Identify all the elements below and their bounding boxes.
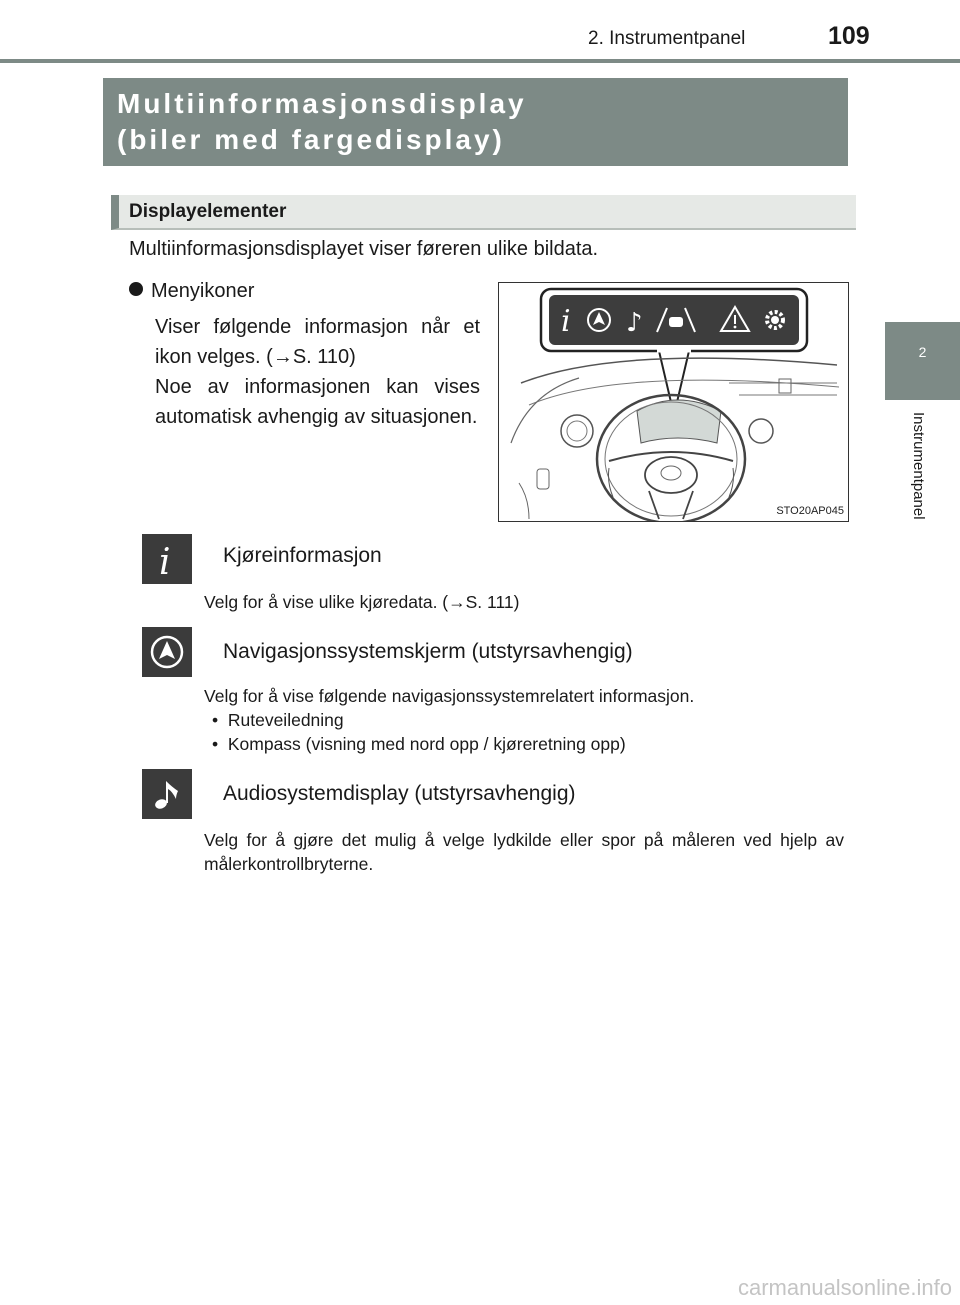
- subitem-route-guidance-text: Ruteveiledning: [227, 710, 344, 730]
- info-icon: [142, 534, 192, 584]
- item-title-audio: Audiosystemdisplay (utstyrsavhengig): [223, 782, 576, 805]
- subitem-route-guidance: • Ruteveiledning: [212, 710, 344, 730]
- item-desc-audio: Velg for å gjøre det mulig å velge lydkilde eller spor på måleren ved hjelp av målerkontrollbryterne.: [204, 830, 844, 874]
- side-tab: [885, 322, 960, 400]
- subitem-compass: • Kompass (visning med nord opp / kjøreretning opp): [212, 734, 626, 754]
- music-note-icon: [142, 769, 192, 819]
- subitem-compass-text: Kompass (visning med nord opp / kjøreretning opp): [227, 734, 626, 754]
- item-desc-driving-info: Velg for å vise ulike kjøredata. (→S. 111): [204, 592, 520, 612]
- dashboard-figure: [498, 282, 849, 522]
- info-icon-box: [142, 534, 192, 584]
- title-line-2: (biler med fargedisplay): [117, 124, 505, 155]
- page-number: 109: [828, 22, 870, 50]
- item-title-driving-info: Kjøreinformasjon: [223, 544, 382, 567]
- intro-text: Multiinformasjonsdisplayet viser føreren ulike bildata.: [129, 238, 599, 260]
- music-note-icon-box: [142, 769, 192, 819]
- bullet-text-2: Noe av informasjonen kan vises automatisk avhengig av situasjonen.: [155, 376, 480, 428]
- navigation-icon: [142, 627, 192, 677]
- svg-text:i: i: [159, 542, 171, 583]
- header-section-title: 2. Instrumentpanel: [588, 28, 746, 49]
- navigation-icon-box: [142, 627, 192, 677]
- bullet-description: [155, 312, 480, 432]
- svg-text:i: i: [561, 304, 571, 339]
- title-banner: [103, 78, 848, 166]
- figure-code: STO20AP045: [776, 505, 844, 517]
- item-desc-navigation: Velg for å vise følgende navigasjonssystemrelatert informasjon.: [204, 686, 695, 706]
- item-title-navigation: Navigasjonssystemskjerm (utstyrsavhengig): [223, 640, 633, 663]
- side-tab-number: 2: [918, 344, 927, 360]
- subheading-text: Displayelementer: [129, 201, 287, 222]
- header-rule: [0, 59, 960, 63]
- subheading-bar: [111, 195, 856, 230]
- svg-text:♪: ♪: [626, 308, 643, 338]
- title-line-1: Multiinformasjonsdisplay: [117, 88, 527, 119]
- bullet-dot: [129, 282, 143, 296]
- side-tab-label: Instrumentpanel: [910, 412, 927, 520]
- dashboard-illustration: [499, 283, 848, 521]
- bullet-label: Menyikoner: [151, 280, 255, 302]
- bullet-text-1: Viser følgende informasjon når et ikon velges. (→S. 110): [155, 316, 480, 368]
- watermark: carmanualsonline.info: [737, 1275, 952, 1300]
- bullet-heading: [129, 280, 254, 303]
